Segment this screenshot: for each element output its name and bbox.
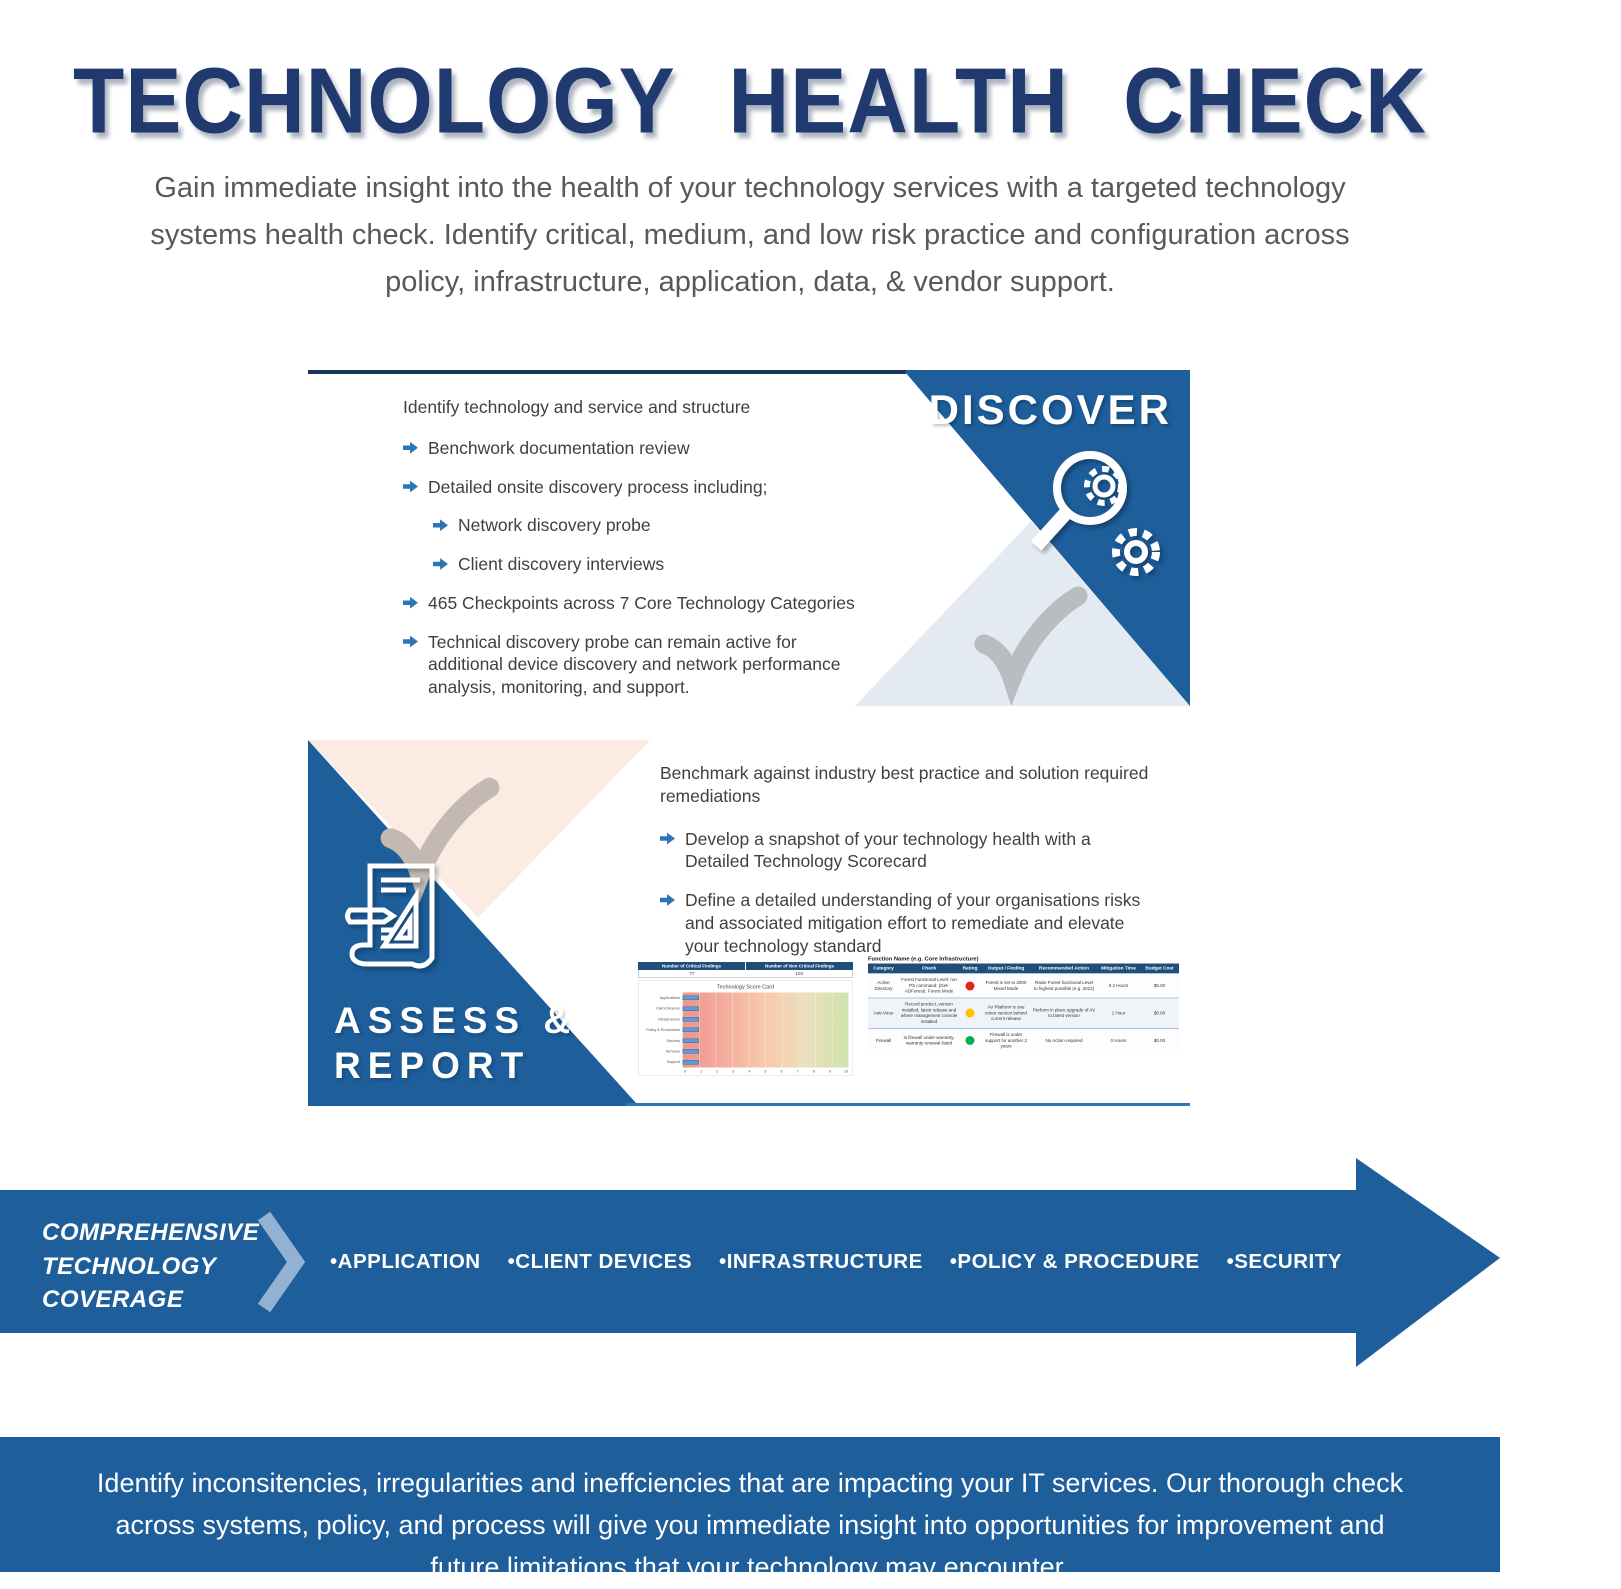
table-cell-cost: $0.00 — [1153, 1010, 1166, 1016]
table-cell-output: AV Platform is one minor version behind current release — [985, 1004, 1027, 1022]
arrow-bullet-icon — [403, 596, 418, 610]
chart-x-tick: 2 — [716, 1069, 719, 1074]
chart-category-label: Infrastructure — [657, 1016, 680, 1022]
chart-x-tick: 4 — [748, 1069, 751, 1074]
chart-bar — [683, 1060, 700, 1065]
table-cell-action: Perform in place upgrade of AV to latest version — [1032, 1007, 1096, 1019]
table-row — [868, 998, 1179, 1028]
chart-x-ticks — [683, 1069, 849, 1074]
discover-panel — [308, 370, 1190, 706]
arrow-bullet-icon — [403, 635, 418, 649]
bullet-text: Define a detailed understanding of your organisations risks and associated mitigation effort to remediate and elevate your technology standard — [685, 890, 1141, 956]
chart-x-tick: 3 — [732, 1069, 735, 1074]
coverage-category: •SECURITY — [1226, 1249, 1342, 1273]
chart-category-label: Security — [666, 1038, 680, 1043]
discover-content — [403, 396, 873, 715]
magnifier-gear-icon — [1018, 440, 1170, 600]
assess-content — [660, 762, 1150, 973]
bullet-item — [660, 828, 1150, 874]
bullet-item — [403, 631, 873, 699]
table-cell-category: Anti-Virus — [873, 1010, 894, 1016]
chart-x-tick: 10 — [843, 1069, 849, 1074]
table-column-header: Output / Finding — [981, 964, 1031, 974]
chevron-right-icon — [258, 1212, 304, 1312]
bullet-item — [403, 437, 873, 460]
table-cell-cost: $0.00 — [1153, 1037, 1166, 1043]
arrow-bullet-icon — [433, 518, 448, 532]
chart-category-label: Services — [665, 1049, 680, 1054]
table-cell-action: No Action required — [1045, 1037, 1083, 1043]
red-status-dot — [966, 981, 975, 990]
chart-category-labels — [643, 993, 683, 1068]
assess-lead: Benchmark against industry best practice and solution required remediations — [660, 763, 1149, 806]
table-column-header: Rating — [959, 964, 981, 974]
discover-heading: DISCOVER — [928, 386, 1172, 433]
document-ruler-pencil-icon — [344, 858, 444, 978]
intro-paragraph: Gain immediate insight into the health of your technology services with a targeted technology systems health check. Identify critical, medium, and low risk practice and configuration across policy, infrastructure, application, data, & vendor support. — [150, 172, 1350, 298]
chart-bar — [683, 1006, 700, 1011]
bullet-text: Detailed onsite discovery process including; — [428, 476, 768, 497]
table-cell-time: 0.2 Hours — [1108, 982, 1129, 988]
coverage-category: •INFRASTRUCTURE — [719, 1249, 923, 1273]
panel-bottom-rule — [626, 1103, 1190, 1106]
findings-table-thumbnail — [868, 956, 1179, 1052]
table-cell-check: Forest Functional Level: run PS command: (Get-ADForest). Forest Mode — [901, 977, 957, 994]
arrow-bullet-icon — [403, 480, 418, 494]
chart-x-tick: 5 — [764, 1069, 767, 1074]
coverage-label: COMPREHENSIVE TECHNOLOGY COVERAGE — [42, 1219, 260, 1314]
chart-bar — [683, 1017, 700, 1022]
table-column-header: Recommended Action — [1031, 964, 1097, 974]
chart-bar — [683, 1038, 700, 1043]
arrow-bullet-icon — [660, 832, 675, 846]
table-body — [868, 974, 1179, 1053]
table-cell-output: Forest is set to 2000 Mixed Mode — [985, 979, 1027, 991]
chart-plot-area — [683, 993, 849, 1068]
assess-bullets — [660, 828, 1150, 958]
coverage-category: •SUPPORT — [1510, 1249, 1621, 1273]
table-title: Function Name (e.g. Core Infrastructure) — [868, 956, 979, 962]
chart-category-label: Client Devices — [656, 1006, 680, 1011]
table-cell-time: 0 Hours — [1110, 1037, 1127, 1043]
green-status-dot — [966, 1036, 975, 1045]
panel-top-rule — [308, 370, 906, 374]
chart-bar — [683, 1049, 700, 1054]
banner-body — [0, 1190, 1621, 1333]
bullet-text: Develop a snapshot of your technology health with a Detailed Technology Scorecard — [685, 828, 1091, 872]
table-row — [868, 974, 1179, 999]
amber-status-dot — [966, 1009, 975, 1018]
chart-category-label: Policy & Procedures — [646, 1027, 680, 1033]
discover-lead: Identify technology and service and structure — [403, 397, 751, 417]
chart-bar — [683, 1028, 700, 1033]
bullet-item — [433, 553, 873, 576]
chart-category-label: Support — [666, 1059, 680, 1065]
bullet-item — [403, 476, 873, 499]
table-column-header: Mitigation Time — [1097, 964, 1140, 974]
table-cell-check: Is firewall under warranty, warranty renewal listed — [903, 1034, 955, 1046]
table-cell-action: Raise Forest functional Level to highest possible (e.g. 2012) — [1033, 979, 1095, 991]
table-cell-rating — [959, 1028, 981, 1052]
checkmark-icon — [972, 586, 1090, 694]
table-cell-time: 1 Hour — [1111, 1010, 1126, 1016]
bullet-text: 465 Checkpoints across 7 Core Technology Categories — [428, 592, 855, 613]
table-header-row — [868, 964, 1179, 974]
chart-x-tick: 0 — [683, 1069, 687, 1074]
table-cell-cost: $0.00 — [1153, 982, 1166, 988]
coverage-categories — [330, 1190, 1621, 1333]
assess-report-panel — [308, 740, 1190, 1106]
table-cell-rating — [959, 974, 981, 999]
coverage-category: •CLIENT DEVICES — [507, 1249, 693, 1273]
arrow-bullet-icon — [403, 441, 418, 455]
discover-bullets — [403, 437, 873, 699]
table-column-header: Check — [899, 964, 959, 974]
chart-x-tick: 1 — [700, 1069, 703, 1074]
chart-title: Technology Score Card — [716, 984, 775, 990]
arrow-bullet-icon — [660, 893, 675, 907]
coverage-category: •APPLICATION — [330, 1249, 481, 1273]
chart-bar — [683, 996, 700, 1001]
chart-x-tick: 8 — [812, 1069, 815, 1074]
bullet-item — [403, 592, 873, 615]
page-title: TECHNOLOGY HEALTH CHECK — [73, 49, 1427, 153]
chart-x-tick: 6 — [780, 1069, 783, 1074]
findings-values: 77 103 — [638, 970, 853, 978]
bullet-text: Client discovery interviews — [458, 554, 665, 574]
technology-scorecard-thumbnail — [638, 962, 853, 1076]
bullet-text: Network discovery probe — [458, 515, 651, 536]
scorecard-chart — [638, 981, 853, 1077]
bullet-text: Technical discovery probe can remain active for additional device discovery and network performance analysis, monitoring, and support. — [428, 631, 841, 697]
bullet-text: Benchwork documentation review — [428, 437, 690, 458]
table-cell-category: Active Directory — [874, 979, 893, 991]
table-column-header: Category — [868, 964, 899, 974]
table-cell-output: Firewall is under support for another 2 years — [985, 1031, 1027, 1049]
chart-x-tick: 9 — [828, 1069, 831, 1074]
coverage-category: •POLICY & PROCEDURE — [949, 1249, 1200, 1273]
footer-bar — [0, 1437, 1500, 1582]
footer-text: Identify inconsitencies, irregularities and ineffciencies that are impacting your IT services. Our thorough check across systems, policy, and process will give you immediate insight into opportunities for improvement and future limitations that your technology may encounter. — [96, 1468, 1404, 1582]
table-cell-category: Firewall — [875, 1037, 892, 1043]
chart-x-tick: 7 — [796, 1069, 799, 1074]
table-row — [868, 1028, 1179, 1052]
bullet-item — [660, 889, 1150, 957]
bullet-item — [433, 514, 873, 537]
chart-category-label: Applications — [659, 995, 680, 1000]
table-cell-check: Record product, version installed, latest release and where management console installed — [900, 1001, 958, 1025]
findings-header: Number of Critical Findings Number of Non Critical Findings — [638, 962, 853, 970]
table-cell-rating — [959, 998, 981, 1028]
assess-report-heading: ASSESS & REPORT — [334, 1000, 578, 1087]
table-column-header: Budget Cost — [1140, 964, 1179, 974]
arrow-bullet-icon — [433, 557, 448, 571]
